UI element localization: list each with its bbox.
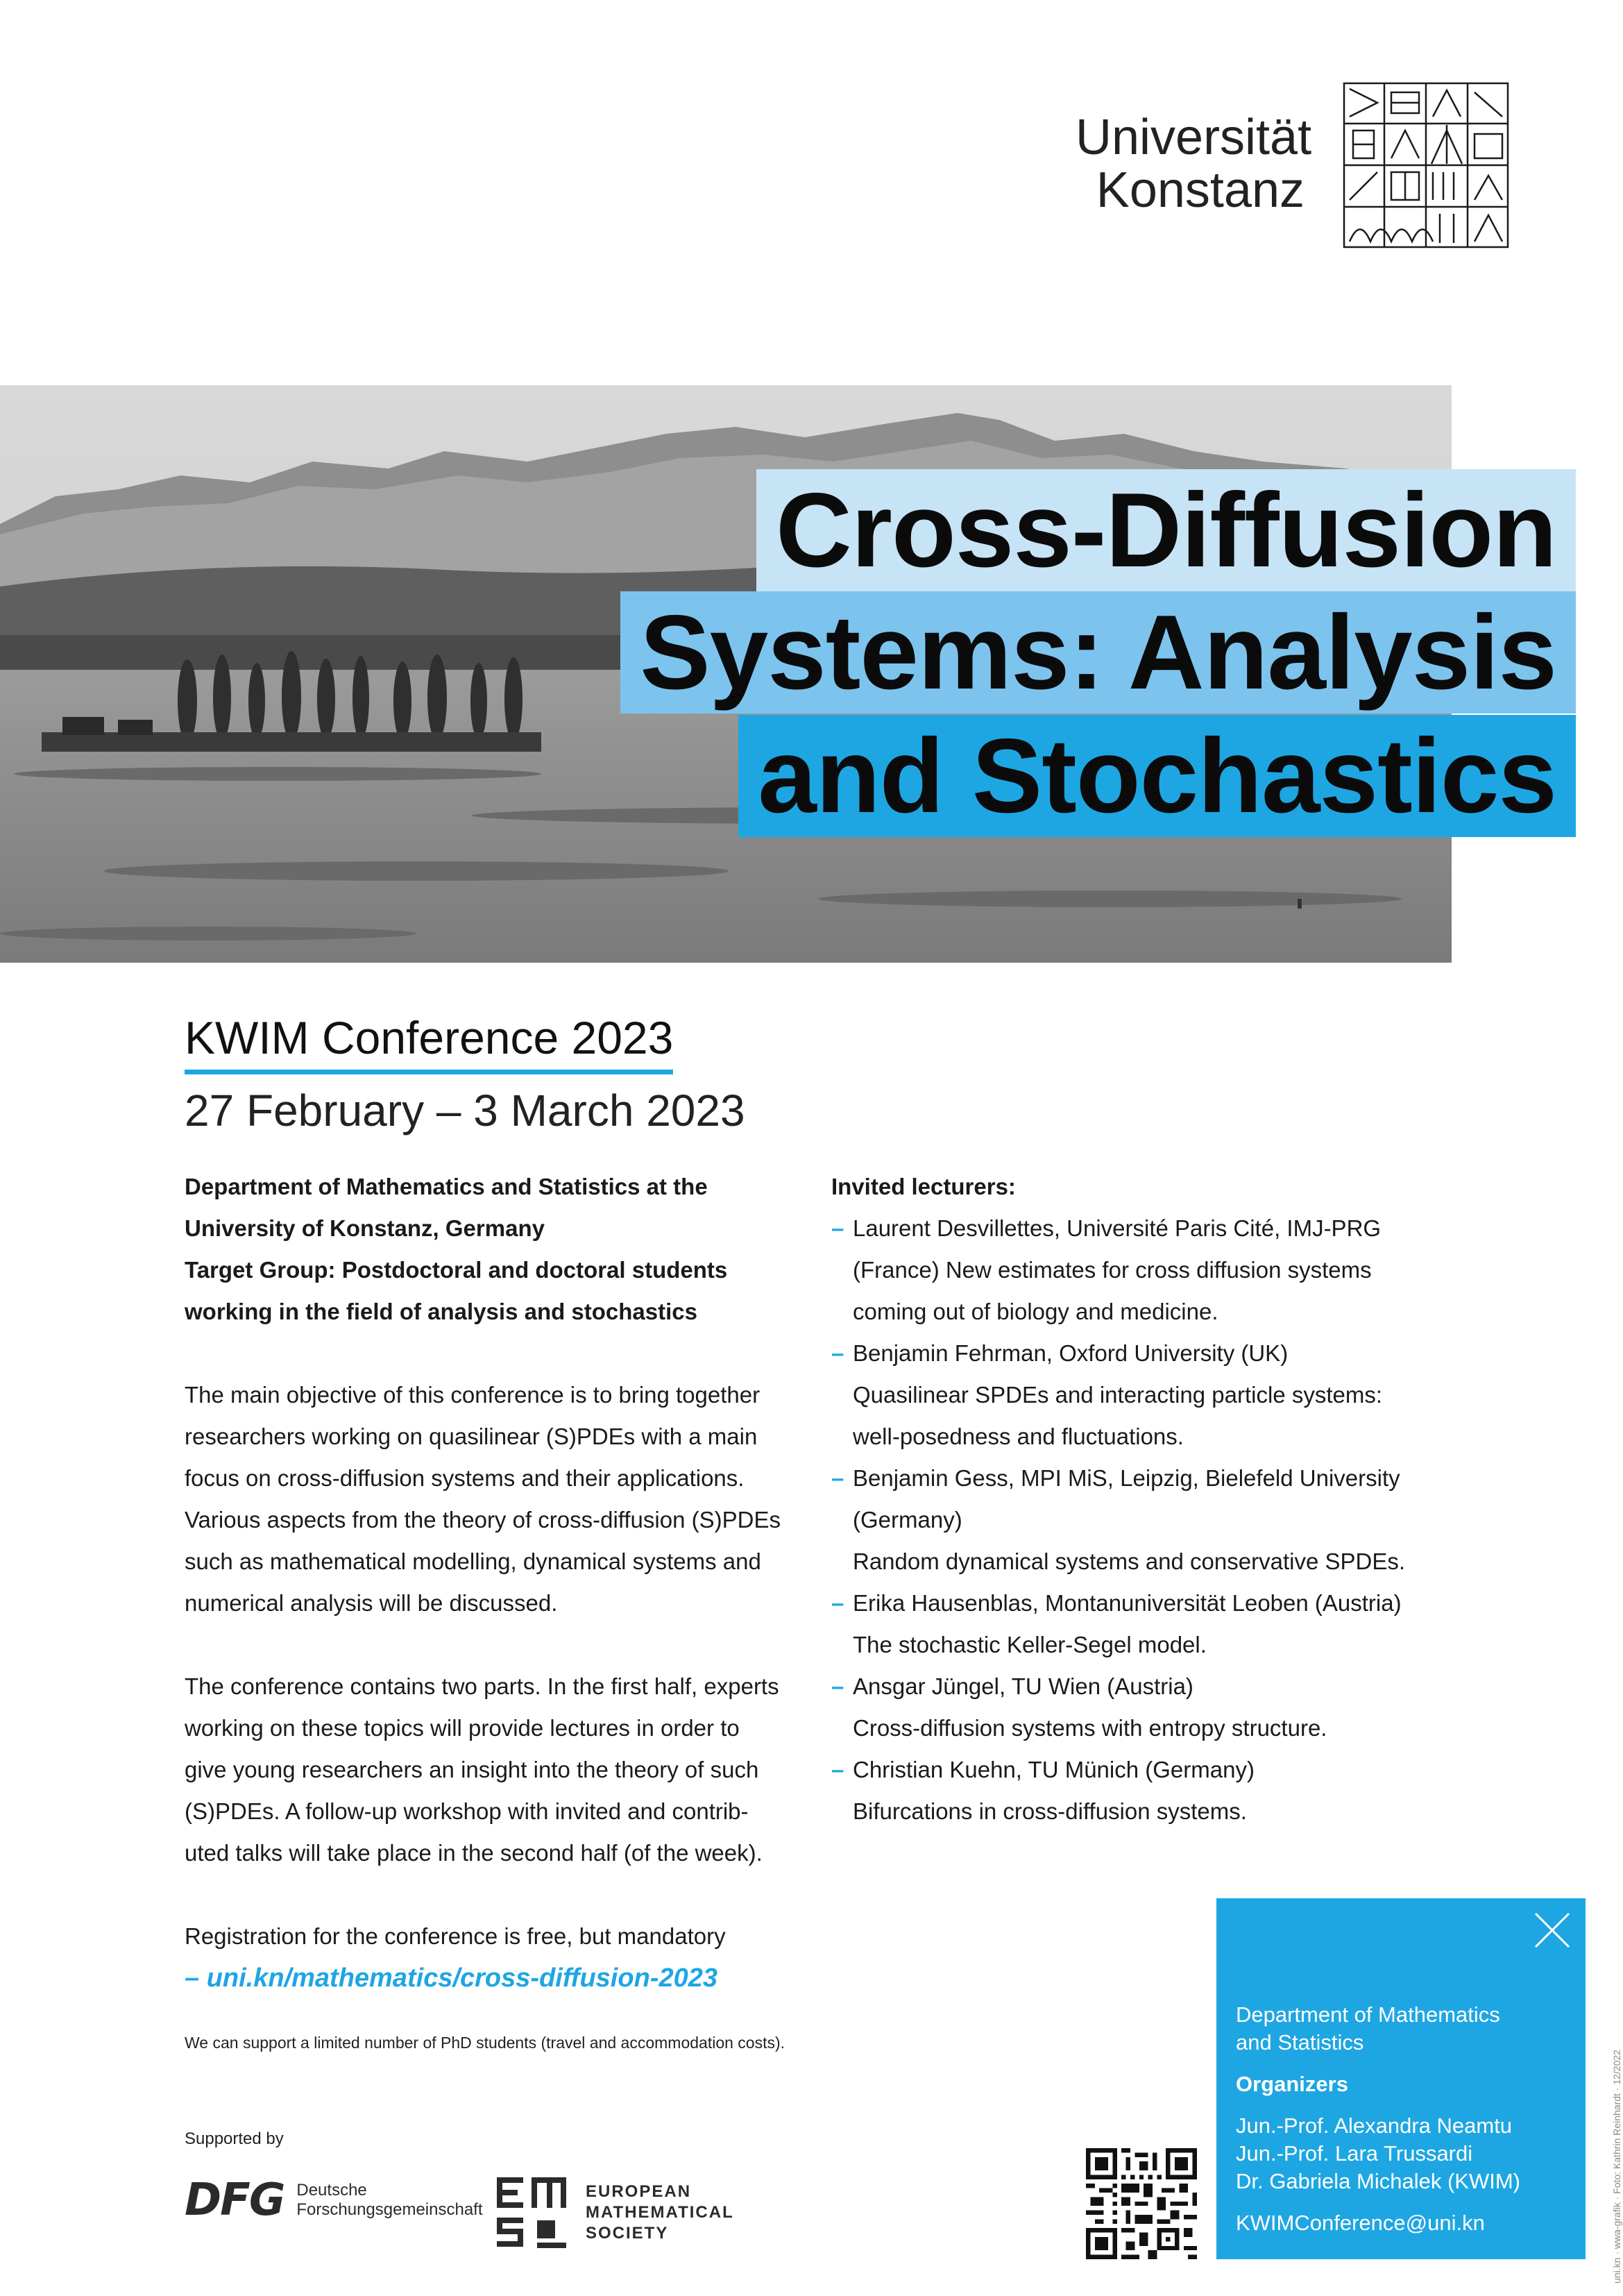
lecturer-item [831,1458,1456,1582]
dfg-logo [185,2176,483,2225]
dfg-name-line: Forschungsgemeinschaft [296,2200,483,2219]
university-name [1076,110,1312,218]
structure-line: working on these topics will provide lectures in order to [185,1715,740,1741]
dfg-mark: DFG [185,2175,284,2226]
supported-by-label: Supported by [185,2129,284,2148]
lecturer-line: Benjamin Gess, MPI MiS, Leipzig, Bielefeld University [853,1465,1400,1491]
dash-icon: – [831,1590,844,1616]
ems-name-line: SOCIETY [586,2224,669,2243]
objective-line: focus on cross-diffusion systems and their applications. [185,1465,745,1491]
title-line-3: and Stochastics [738,715,1576,837]
objective-line: researchers working on quasilinear (S)PDEs with a main [185,1424,758,1449]
ems-name-line: EUROPEAN [586,2182,692,2201]
objective-line: The main objective of this conference is to bring together [185,1382,760,1408]
lecturer-line: (France) New estimates for cross diffusion systems [853,1257,1372,1283]
structure-line: give young researchers an insight into the theory of such [185,1757,759,1782]
organizer-name: Jun.-Prof. Alexandra Neamtu [1236,2113,1513,2138]
lecturer-line: Christian Kuehn, TU Münich (Germany) [853,1757,1255,1782]
lecturer-line: coming out of biology and medicine. [853,1299,1218,1324]
dfg-name [296,2181,482,2220]
structure-line: (S)PDEs. A follow-up workshop with invited and contrib- [185,1798,749,1824]
info-content [1236,2001,1569,2237]
structure-line: uted talks will take place in the second half (of the week). [185,1840,763,1866]
lecturer-item [831,1749,1456,1832]
objective-line: numerical analysis will be discussed. [185,1590,558,1616]
university-seal-icon [1343,82,1509,248]
dash-icon: – [831,1465,844,1491]
lecturer-line: Laurent Desvillettes, Université Paris Cité, IMJ-PRG [853,1215,1382,1241]
lecturers-heading: Invited lecturers: [831,1174,1016,1199]
organizers-label: Organizers [1236,2072,1348,2096]
description-column [185,1166,809,2000]
intro-line: Department of Mathematics and Statistics at the [185,1174,708,1199]
lecturer-line: well-posedness and fluctuations. [853,1424,1184,1449]
lecturer-line: Cross-diffusion systems with entropy structure. [853,1715,1327,1741]
dash-icon: – [831,1340,844,1366]
department-line: Department of Mathematics [1236,2002,1500,2027]
university-name-line1: Universität [1076,110,1312,165]
objective-line: Various aspects from the theory of cross-diffusion (S)PDEs [185,1507,781,1533]
ems-logo [494,2171,734,2254]
lecturer-line: Erika Hausenblas, Montanuniversität Leoben (Austria) [853,1590,1402,1616]
university-name-line2: Konstanz [1096,162,1305,218]
lecturer-item [831,1333,1456,1458]
lecturer-line: (Germany) [853,1507,962,1533]
title-line-1: Cross-Diffusion [756,469,1576,591]
dash-icon: – [831,1673,844,1699]
registration-text: Registration for the conference is free, but mandatory [185,1923,726,1949]
lecturer-line: Bifurcations in cross-diffusion systems. [853,1798,1247,1824]
info-box [1216,1898,1586,2259]
lecturer-line: Ansgar Jüngel, TU Wien (Austria) [853,1673,1193,1699]
title-line-2: Systems: Analysis [620,591,1576,714]
conference-dates: 27 February – 3 March 2023 [185,1086,745,1136]
lecturer-item [831,1208,1456,1333]
dfg-name-line: Deutsche [296,2181,367,2200]
intro-line: University of Konstanz, Germany [185,1215,545,1241]
department-line: and Statistics [1236,2030,1364,2054]
objective-line: such as mathematical modelling, dynamical systems and [185,1548,761,1574]
conference-title: KWIM Conference 2023 [185,1010,673,1074]
photo-credit: uni.kn · wwa-grafik · Foto: Kathrin Reinhardt · 12/2022 [1611,2050,1622,2284]
lecturer-item [831,1666,1456,1749]
ems-name-line: MATHEMATICAL [586,2203,734,2222]
structure-line: The conference contains two parts. In the first half, experts [185,1673,779,1699]
dash-icon: – [831,1215,844,1241]
lecturer-line: The stochastic Keller-Segel model. [853,1632,1207,1657]
lecturers-column [831,1166,1456,1832]
contact-email[interactable]: KWIMConference@uni.kn [1236,2211,1485,2235]
lecturer-item [831,1582,1456,1666]
intro-line: Target Group: Postdoctoral and doctoral students [185,1257,728,1283]
support-note: We can support a limited number of PhD students (travel and accommodation costs). [185,2034,785,2052]
intro-line: working in the field of analysis and stochastics [185,1299,698,1324]
lecturer-line: Random dynamical systems and conservative SPDEs. [853,1548,1405,1574]
qr-code-icon[interactable] [1086,2148,1197,2259]
lecturer-line: Quasilinear SPDEs and interacting particle systems: [853,1382,1382,1408]
organizer-name: Jun.-Prof. Lara Trussardi [1236,2141,1473,2166]
dash-icon: – [831,1757,844,1782]
ems-mark-icon [494,2175,570,2251]
organizer-name: Dr. Gabriela Michalek (KWIM) [1236,2169,1520,2193]
registration-link[interactable]: – uni.kn/mathematics/cross-diffusion-2023 [185,1964,717,1993]
ems-name [586,2181,734,2244]
close-icon[interactable] [1533,1911,1572,1950]
lecturer-line: Benjamin Fehrman, Oxford University (UK) [853,1340,1289,1366]
